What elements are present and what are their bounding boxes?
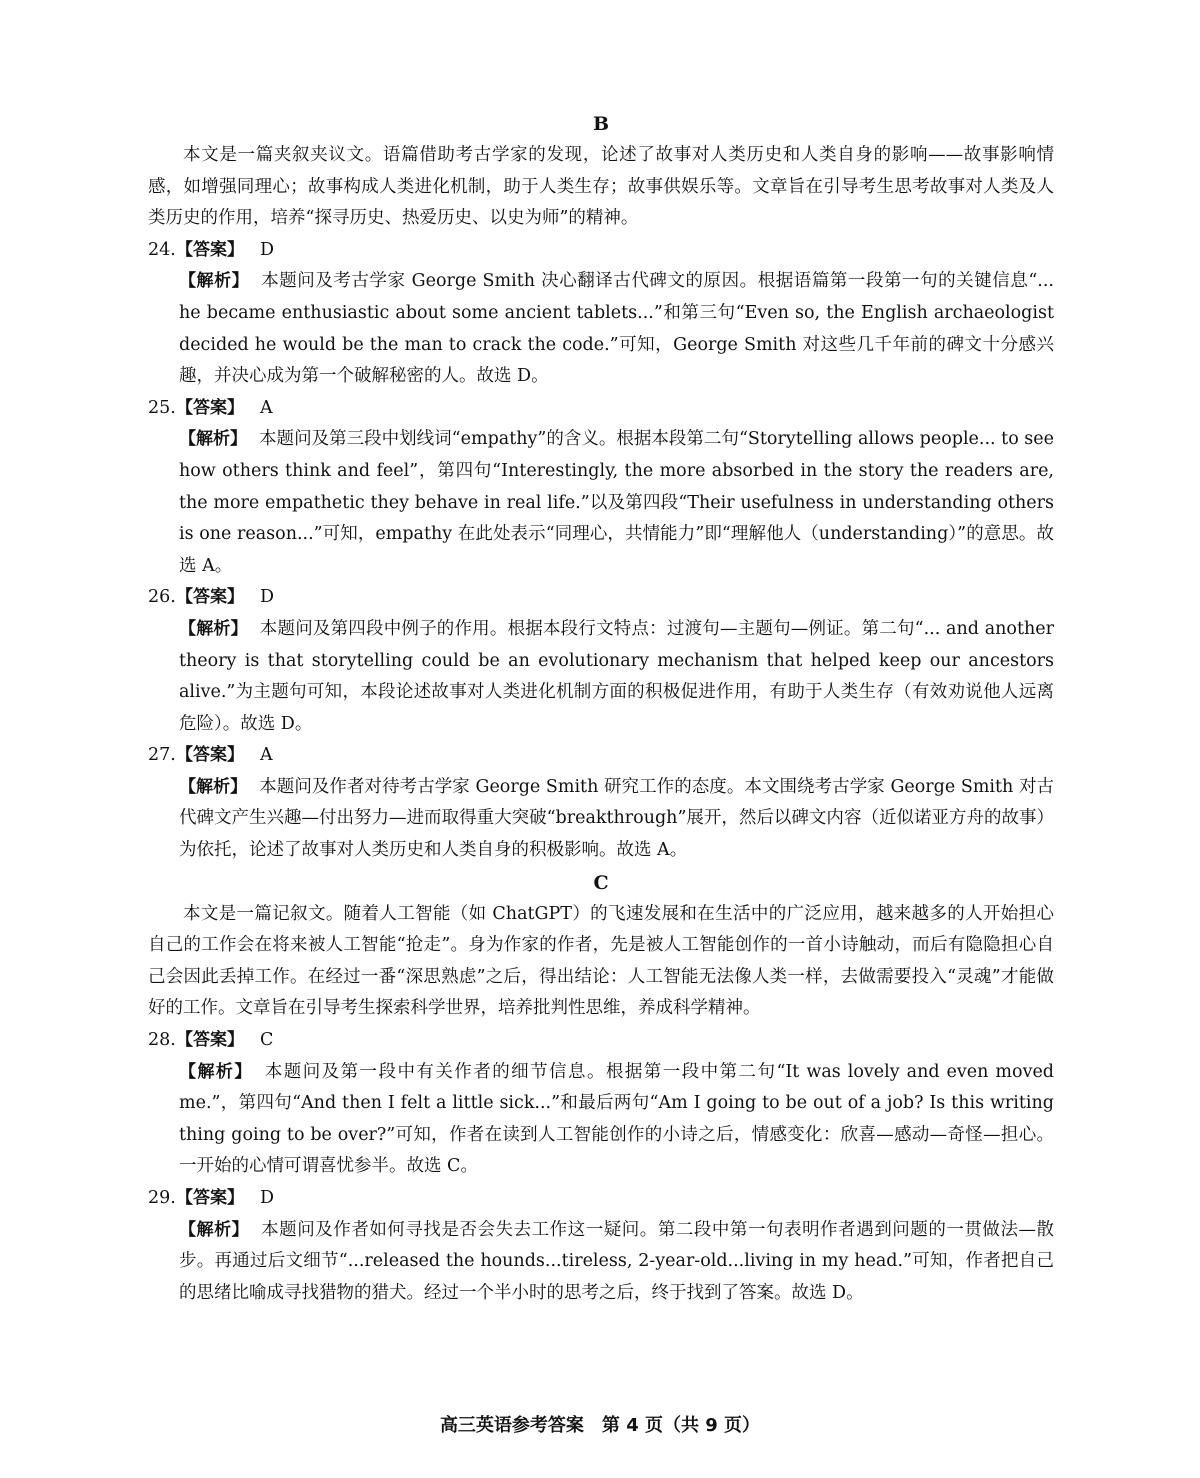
- analysis-text: 本题问及第三段中划线词“empathy”的含义。根据本段第二句“Storytelling allows people... to see how others think and feel”，第四句“Interestingly, the more absorbed in the story the readers are, the more empathetic they behave in real life.”以及第四段“Their usefulness in understanding others is one reason...”可知，empathy 在此处表示“同理心，共情能力”即“理解他人（understanding）”的意思。故选 A。: [179, 429, 1054, 576]
- answer-letter: A: [260, 745, 273, 766]
- answer-line: [148, 235, 1054, 267]
- answer-letter: A: [260, 397, 273, 418]
- answer-label: 【答案】: [176, 239, 244, 260]
- question-number: 24.: [148, 239, 176, 260]
- answer-letter: D: [260, 239, 275, 260]
- section-b-title: B: [592, 113, 610, 135]
- answer-label: 【答案】: [176, 745, 244, 766]
- analysis-text: 本题问及考古学家 George Smith 决心翻译古代碑文的原因。根据语篇第一段第一句的关键信息“... he became enthusiastic about some ancient tablets...”和第三句“Even so, the English archaeologist decided he would be the man to crack the code.”可知，George Smith 对这些几千年前的碑文十分感兴趣，并决心成为第一个破解秘密的人。故选 D。: [179, 271, 1054, 387]
- analysis-block: [179, 1057, 1054, 1183]
- analysis-block: [179, 614, 1054, 740]
- analysis-label: 【解析】: [179, 429, 248, 450]
- answer-label: 【答案】: [176, 587, 244, 608]
- answer-label: 【答案】: [176, 397, 244, 418]
- answer-line: [148, 1183, 1054, 1215]
- answer-key-page: [148, 108, 1054, 1309]
- analysis-block: [179, 772, 1054, 867]
- analysis-block: [179, 424, 1054, 582]
- answer-letter: C: [260, 1030, 274, 1051]
- question-28: [148, 1025, 1054, 1183]
- analysis-block: [179, 1215, 1054, 1310]
- analysis-label: 【解析】: [179, 776, 248, 797]
- answer-line: [148, 1025, 1054, 1057]
- question-27: [148, 740, 1054, 866]
- answer-line: [148, 582, 1054, 614]
- answer-label: 【答案】: [176, 1188, 244, 1208]
- analysis-label: 【解析】: [179, 618, 248, 639]
- question-number: 27.: [148, 745, 176, 766]
- analysis-block: [179, 266, 1054, 392]
- analysis-label: 【解析】: [179, 1061, 253, 1082]
- analysis-label: 【解析】: [179, 271, 250, 292]
- question-24: [148, 235, 1054, 393]
- analysis-label: 【解析】: [179, 1219, 250, 1240]
- answer-letter: D: [260, 1188, 275, 1208]
- analysis-text: 本题问及作者对待考古学家 George Smith 研究工作的态度。本文围绕考古学家 George Smith 对古代碑文产生兴趣—付出努力—进而取得重大突破“breakthrough”展开，然后以碑文内容（近似诺亚方舟的故事）为依托，论述了故事对人类历史和人类自身的积极影响。故选 A。: [179, 776, 1055, 861]
- analysis-text: 本题问及第一段中有关作者的细节信息。根据第一段中第二句“It was lovely and even moved me.”，第四句“And then I felt a little sick...”和最后两句“Am I going to be out of a job? Is this writing thing going to be over?”可知，作者在读到人工智能创作的小诗之后，情感变化：欣喜—感动—奇怪—担心。一开始的心情可谓喜忧参半。故选 C。: [179, 1061, 1055, 1177]
- question-25: [148, 393, 1054, 583]
- answer-letter: D: [260, 587, 275, 608]
- question-26: [148, 582, 1054, 740]
- question-number: 25.: [148, 397, 176, 418]
- question-number: 29.: [148, 1188, 176, 1208]
- section-c-intro: 本文是一篇记叙文。随着人工智能（如 ChatGPT）的飞速发展和在生活中的广泛应用，越来越多的人开始担心自己的工作会在将来被人工智能“抢走”。身为作家的作者，先是被人工智能创作的一首小诗触动，而后有隐隐担心自己会因此丢掉工作。在经过一番“深思熟虑”之后，得出结论：人工智能无法像人类一样，去做需要投入“灵魂”才能做好的工作。文章旨在引导考生探索科学世界，培养批判性思维，养成科学精神。: [148, 903, 1054, 1019]
- answer-line: [148, 740, 1054, 772]
- answer-line: [148, 393, 1054, 425]
- analysis-text: 本题问及作者如何寻找是否会失去工作这一疑问。第二段中第一句表明作者遇到问题的一贯做法—散步。再通过后文细节“...released the hounds...tireless, 2-year-old...living in my head.”可知，作者把自己的思绪比喻成寻找猎物的猎犬。经过一个半小时的思考之后，终于找到了答案。故选 D。: [179, 1219, 1055, 1303]
- analysis-text: 本题问及第四段中例子的作用。根据本段行文特点：过渡句—主题句—例证。第二句“... and another theory is that storytelling could be an evolutionary mechanism that helped keep our ancestors alive.”为主题句可知，本段论述故事对人类进化机制方面的积极促进作用，有助于人类生存（有效劝说他人远离危险）。故选 D。: [179, 618, 1054, 734]
- question-number: 28.: [148, 1030, 176, 1051]
- question-29: [148, 1183, 1054, 1309]
- answer-label: 【答案】: [176, 1030, 244, 1051]
- page-footer: 高三英语参考答案 第 4 页（共 9 页）: [439, 1415, 761, 1436]
- section-c-title: C: [593, 871, 609, 894]
- question-number: 26.: [148, 587, 176, 608]
- section-b-intro: 本文是一篇夹叙夹议文。语篇借助考古学家的发现，论述了故事对人类历史和人类自身的影响——故事影响情感，如增强同理心；故事构成人类进化机制，助于人类生存；故事供娱乐等。文章旨在引导考生思考故事对人类及人类历史的作用，培养“探寻历史、热爱历史、以史为师”的精神。: [148, 145, 1054, 229]
